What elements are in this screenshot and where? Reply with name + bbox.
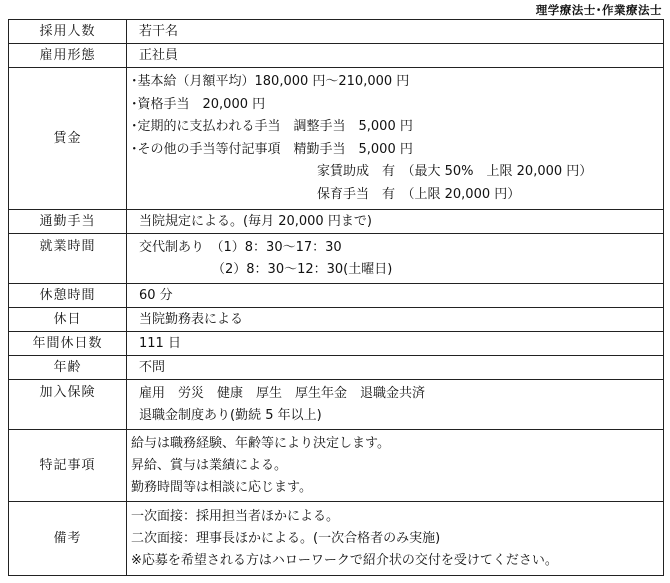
break-text: 60 分: [139, 287, 173, 303]
recruits-label: 採用人数: [9, 20, 127, 44]
wage-line: ･定期的に支払われる手当 調整手当 5,000 円: [131, 119, 413, 134]
holidays-text: 当院勤務表による: [139, 311, 244, 327]
break-label: 休憩時間: [9, 284, 127, 308]
notes-value: [127, 430, 664, 502]
table-row: [9, 284, 664, 308]
insurance-label: 加入保険: [9, 380, 127, 430]
notes-line: 昇給、賞与は業績による。: [131, 457, 288, 473]
job-info-table: [8, 19, 664, 576]
insurance-line: 雇用 労災 健康 厚生 厚生年金 退職金共済: [139, 385, 426, 401]
hours-line: 交代制あり （1）8：30～17：30: [139, 239, 342, 255]
remarks-line: ※応募を希望される方はハローワークで紹介状の交付を受けてください。: [131, 552, 558, 568]
wage-label: 賃金: [9, 68, 127, 210]
wage-line: ･基本給（月額平均）180,000 円～210,000 円: [131, 74, 410, 89]
employment-label: 雇用形態: [9, 44, 127, 68]
employment-text: 正社員: [139, 47, 179, 63]
wage-subline: 家賃助成 有 （最大 50% 上限 20,000 円）: [317, 164, 593, 179]
commute-text: 当院規定による。(毎月 20,000 円まで): [139, 213, 372, 229]
table-row: [9, 380, 664, 430]
table-row: [9, 68, 664, 210]
table-row: [9, 430, 664, 502]
page-title: 理学療法士･作業療法士: [535, 3, 662, 17]
recruits-value: [127, 20, 664, 44]
remarks-label: 備考: [9, 502, 127, 576]
commute-value: [127, 210, 664, 234]
insurance-line: 退職金制度あり(勤続 5 年以上): [139, 407, 322, 423]
table-row: [9, 356, 664, 380]
hours-label: 就業時間: [9, 234, 127, 284]
notes-line: 勤務時間等は相談に応じます。: [131, 479, 312, 495]
notes-label: 特記事項: [9, 430, 127, 502]
table-row: [9, 502, 664, 576]
insurance-value: [127, 380, 664, 430]
table-row: [9, 210, 664, 234]
annual-holidays-text: 111 日: [139, 335, 181, 351]
hours-line: （2）8：30～12：30(土曜日): [212, 261, 393, 277]
age-label: 年齢: [9, 356, 127, 380]
holidays-value: [127, 308, 664, 332]
table-row: [9, 44, 664, 68]
holidays-label: 休日: [9, 308, 127, 332]
table-row: [9, 308, 664, 332]
remarks-line: 一次面接：採用担当者ほかによる。: [131, 508, 340, 524]
break-value: [127, 284, 664, 308]
remarks-value: [127, 502, 664, 576]
wage-line: ･資格手当 20,000 円: [131, 96, 266, 112]
notes-line: 給与は職務経験、年齢等により決定します。: [131, 435, 390, 451]
table-row: [9, 20, 664, 44]
table-row: [9, 332, 664, 356]
wage-subline: 保育手当 有 （上限 20,000 円）: [317, 186, 521, 202]
annual-holidays-label: 年間休日数: [9, 332, 127, 356]
wage-line: ･その他の手当等付記事項 精勤手当 5,000 円: [131, 141, 413, 157]
employment-value: [127, 44, 664, 68]
table-row: [9, 234, 664, 284]
recruits-text: 若干名: [139, 23, 179, 39]
remarks-line: 二次面接：理事長ほかによる。(一次合格者のみ実施): [131, 530, 441, 546]
hours-value: [127, 234, 664, 284]
age-value: [127, 356, 664, 380]
age-text: 不問: [139, 359, 166, 375]
wage-value: [127, 68, 664, 210]
annual-holidays-value: [127, 332, 664, 356]
commute-label: 通勤手当: [9, 210, 127, 234]
